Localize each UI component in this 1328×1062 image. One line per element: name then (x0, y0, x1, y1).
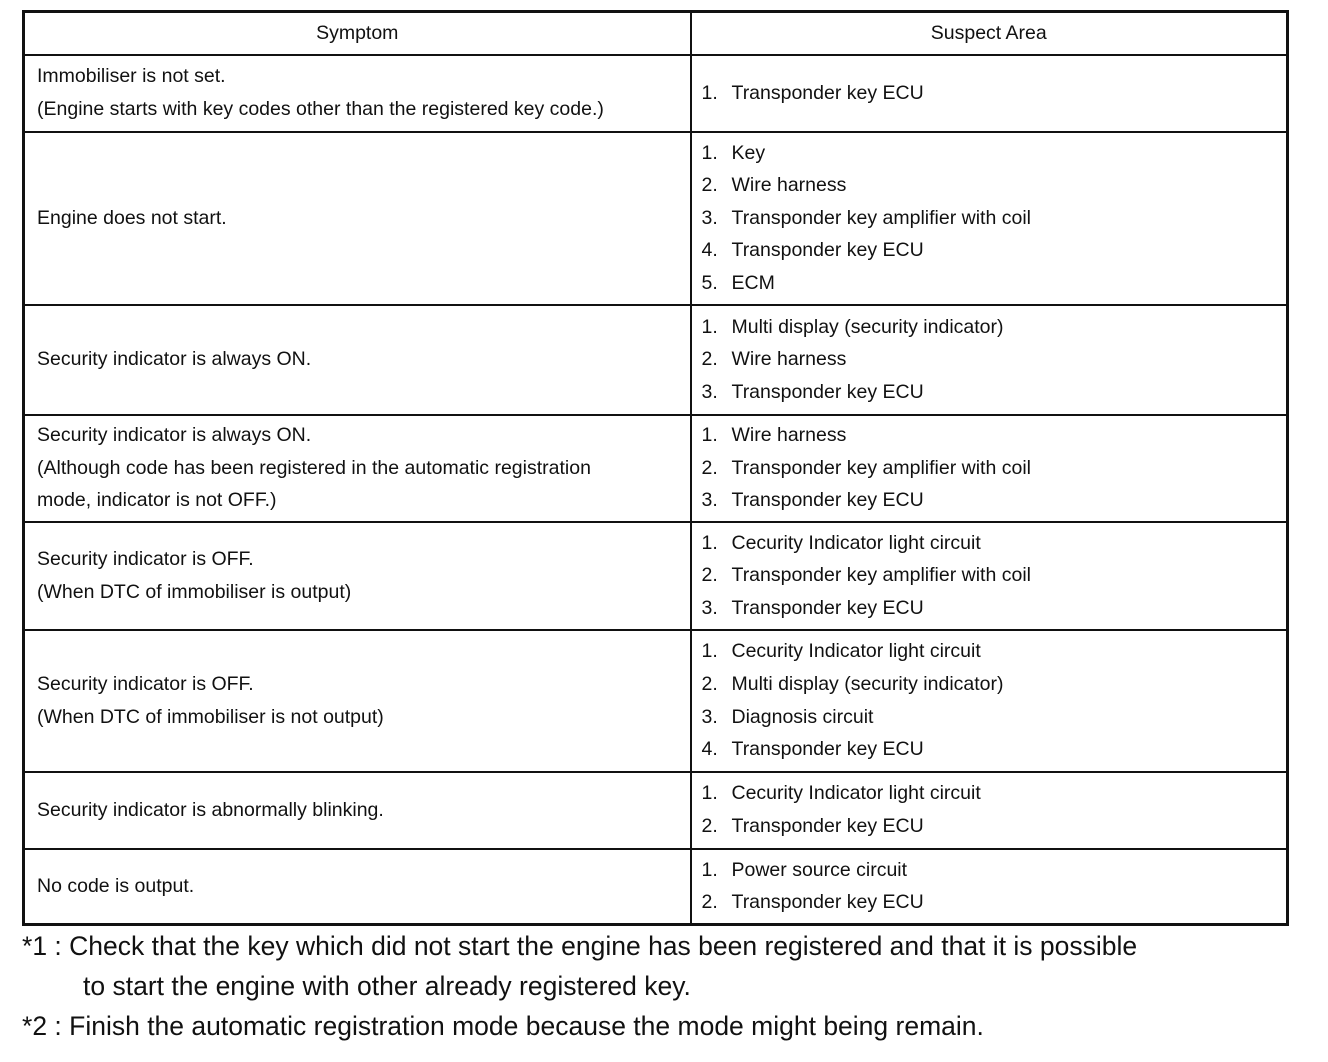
table-header-row (24, 12, 1288, 55)
symptom-text: Engine does not start. (37, 206, 227, 229)
footnote-1-continuation: to start the engine with other already registered key. (83, 971, 691, 1001)
suspect-area-item: Transponder key ECU (731, 380, 924, 403)
suspect-area-item: Wire harness (731, 174, 847, 197)
symptom-text: (Engine starts with key codes other than the registered key code.) (37, 98, 604, 120)
list-item: 2. Transponder key ECU (701, 815, 924, 837)
symptom-text: No code is output. (37, 874, 195, 897)
suspect-area-item: Transponder key ECU (731, 891, 924, 914)
suspect-area-cell (691, 305, 1288, 415)
symptom-cell (24, 849, 691, 925)
list-item: 1. Wire harness (701, 424, 847, 447)
list-item: 1. Key (701, 141, 766, 164)
list-item: 1. Transponder key ECU (701, 81, 924, 104)
suspect-area-item: Cecurity Indicator light circuit (731, 640, 981, 663)
symptom-text: (When DTC of immobiliser is output) (37, 580, 352, 603)
suspect-area-item: Transponder key amplifier with coil (731, 564, 1031, 587)
list-item: 4. Transponder key ECU (701, 738, 924, 761)
list-item: 2. Wire harness (701, 174, 847, 197)
symptom-text: Security indicator is always ON. (37, 424, 312, 447)
symptom-header: Symptom (24, 12, 691, 55)
list-item: 2. Transponder key ECU (701, 891, 924, 914)
suspect-area-item: Cecurity Indicator light circuit (731, 531, 981, 554)
table-row (24, 305, 1288, 415)
suspect-area-item: Transponder key ECU (731, 596, 924, 619)
suspect-area-list (702, 527, 1277, 625)
suspect-area-item: Transponder key amplifier with coil (731, 206, 1031, 229)
list-item: 2. Wire harness (701, 348, 847, 371)
suspect-area-cell (691, 415, 1288, 522)
suspect-area-item: Multi display (security indicator) (731, 672, 1004, 695)
suspect-area-list (702, 137, 1277, 300)
symptom-text: Security indicator is OFF. (37, 547, 254, 570)
table-row (24, 772, 1288, 849)
suspect-area-item: Power source circuit (731, 858, 908, 881)
list-item: 4. Transponder key ECU (701, 239, 924, 262)
table-row (24, 55, 1288, 132)
suspect-area-list (702, 854, 1277, 919)
footnote-2: *2 : Finish the automatic registration mode because the mode might being remain. (22, 1011, 984, 1041)
symptom-cell (24, 522, 691, 630)
list-item: 3. Diagnosis circuit (701, 705, 874, 728)
symptom-cell (24, 305, 691, 415)
symptom-text: Immobiliser is not set. (37, 65, 226, 88)
footnote-1: *1 : Check that the key which did not start the engine has been registered and that it is possible (22, 931, 1138, 961)
list-item: 2. Multi display (security indicator) (701, 672, 1004, 695)
suspect-area-header: Suspect Area (691, 12, 1288, 55)
symptom-cell (24, 415, 691, 522)
suspect-area-item: Diagnosis circuit (731, 705, 874, 728)
suspect-area-list (702, 419, 1277, 517)
list-item: 2. Transponder key amplifier with coil (701, 564, 1031, 587)
list-item: 3. Transponder key amplifier with coil (701, 206, 1031, 229)
suspect-area-item: Multi display (security indicator) (731, 315, 1004, 338)
symptom-text: Security indicator is OFF. (37, 672, 254, 695)
suspect-area-list (702, 77, 1277, 110)
table-row (24, 522, 1288, 630)
list-item: 1. Cecurity Indicator light circuit (701, 640, 981, 663)
symptom-text: Security indicator is always ON. (37, 348, 312, 371)
suspect-area-item: ECM (731, 271, 775, 294)
suspect-area-item: Wire harness (731, 424, 847, 447)
symptom-cell (24, 55, 691, 132)
suspect-area-item: Transponder key ECU (731, 239, 924, 262)
list-item: 1. Cecurity Indicator light circuit (701, 782, 981, 805)
suspect-area-cell (691, 849, 1288, 925)
suspect-area-list (702, 635, 1277, 765)
suspect-area-item: Key (731, 141, 766, 164)
suspect-area-cell (691, 772, 1288, 849)
list-item: 1. Power source circuit (701, 858, 908, 881)
list-item: 3. Transponder key ECU (701, 596, 924, 619)
table-row (24, 415, 1288, 522)
suspect-area-item: Transponder key ECU (731, 815, 924, 837)
symptom-text: Security indicator is abnormally blinking. (37, 798, 384, 821)
problem-symptoms-table (22, 10, 1289, 926)
suspect-area-cell (691, 522, 1288, 630)
list-item: 3. Transponder key ECU (701, 380, 924, 403)
suspect-area-item: Wire harness (731, 348, 847, 371)
list-item: 1. Multi display (security indicator) (701, 315, 1004, 338)
table-row (24, 630, 1288, 772)
suspect-area-cell (691, 132, 1288, 305)
symptom-cell (24, 772, 691, 849)
suspect-area-item: Transponder key ECU (731, 738, 924, 761)
list-item: 3. Transponder key ECU (701, 489, 924, 512)
table-row (24, 132, 1288, 305)
list-item: 2. Transponder key amplifier with coil (701, 456, 1031, 479)
suspect-area-item: Transponder key ECU (731, 489, 924, 512)
suspect-area-cell (691, 55, 1288, 132)
symptom-cell (24, 132, 691, 305)
table-row (24, 849, 1288, 925)
symptom-text: (Although code has been registered in the automatic registration (37, 456, 591, 479)
suspect-area-item: Cecurity Indicator light circuit (731, 782, 981, 805)
suspect-area-cell (691, 630, 1288, 772)
list-item: 5. ECM (701, 271, 775, 294)
suspect-area-list (702, 311, 1277, 409)
symptom-cell (24, 630, 691, 772)
list-item: 1. Cecurity Indicator light circuit (701, 531, 981, 554)
symptom-text: (When DTC of immobiliser is not output) (37, 705, 384, 728)
suspect-area-item: Transponder key ECU (731, 81, 924, 104)
suspect-area-list (702, 777, 1277, 842)
footnotes (22, 926, 1322, 1046)
suspect-area-item: Transponder key amplifier with coil (731, 456, 1031, 479)
symptom-text: mode, indicator is not OFF.) (37, 489, 277, 512)
